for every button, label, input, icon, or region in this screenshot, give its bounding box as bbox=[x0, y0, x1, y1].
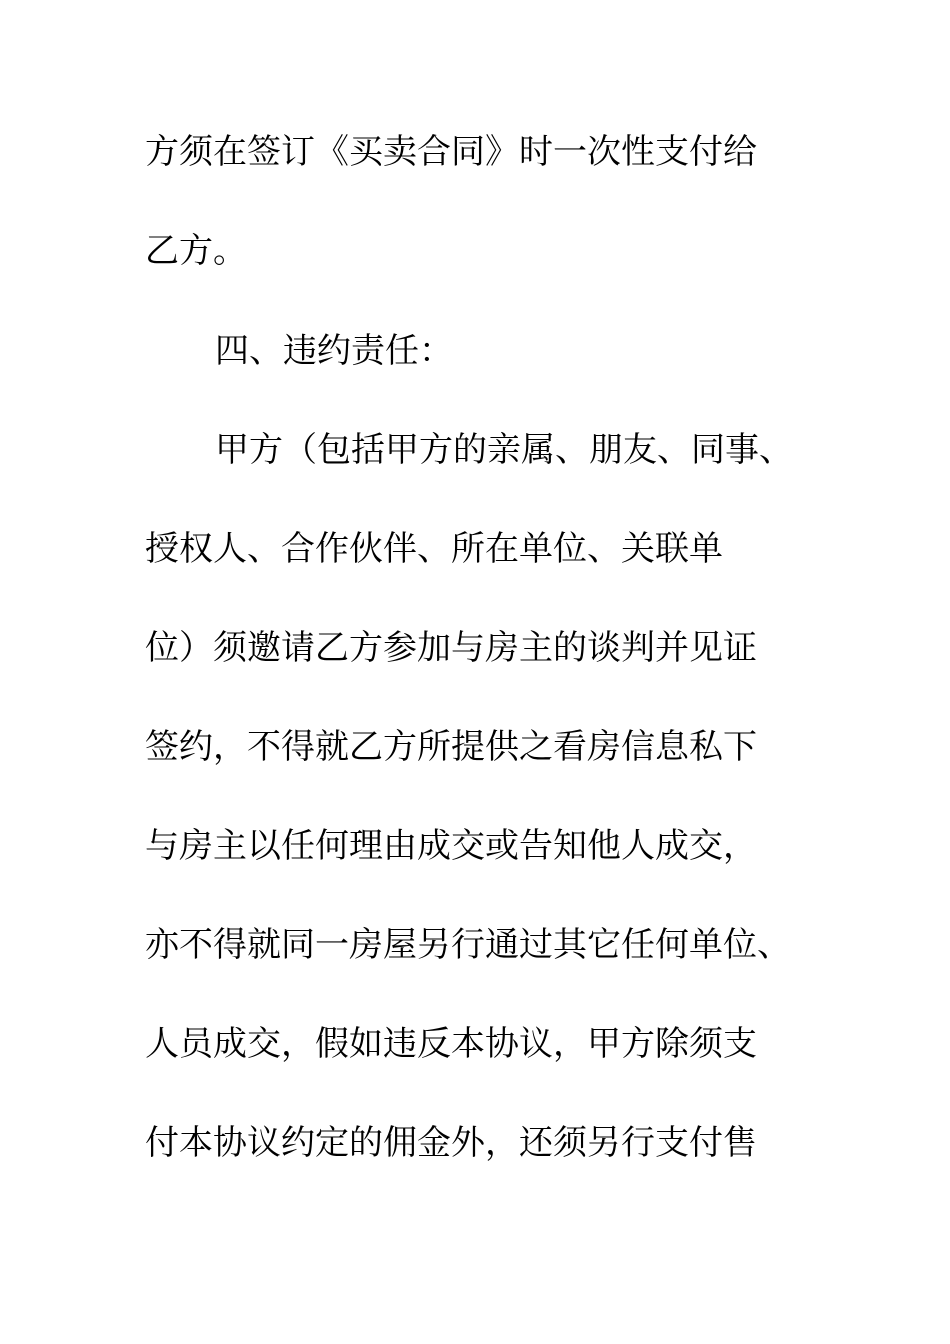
paragraph-line: 乙方。 bbox=[145, 231, 247, 271]
paragraph-line: 方须在签订《买卖合同》时一次性支付给 bbox=[145, 132, 757, 172]
paragraph-line: 甲方（包括甲方的亲属、朋友、同事、 bbox=[215, 430, 793, 470]
paragraph-line: 人员成交，假如违反本协议，甲方除须支 bbox=[145, 1024, 757, 1064]
paragraph-line: 亦不得就同一房屋另行通过其它任何单位、 bbox=[145, 925, 791, 965]
paragraph-line: 授权人、合作伙伴、所在单位、关联单 bbox=[145, 529, 723, 569]
paragraph-line: 与房主以任何理由成交或告知他人成交， bbox=[145, 826, 757, 866]
paragraph-line: 签约，不得就乙方所提供之看房信息私下 bbox=[145, 727, 757, 767]
paragraph-line: 付本协议约定的佣金外，还须另行支付售 bbox=[145, 1123, 757, 1163]
section-heading: 四、违约责任： bbox=[215, 331, 453, 371]
paragraph-line: 位）须邀请乙方参加与房主的谈判并见证 bbox=[145, 628, 757, 668]
